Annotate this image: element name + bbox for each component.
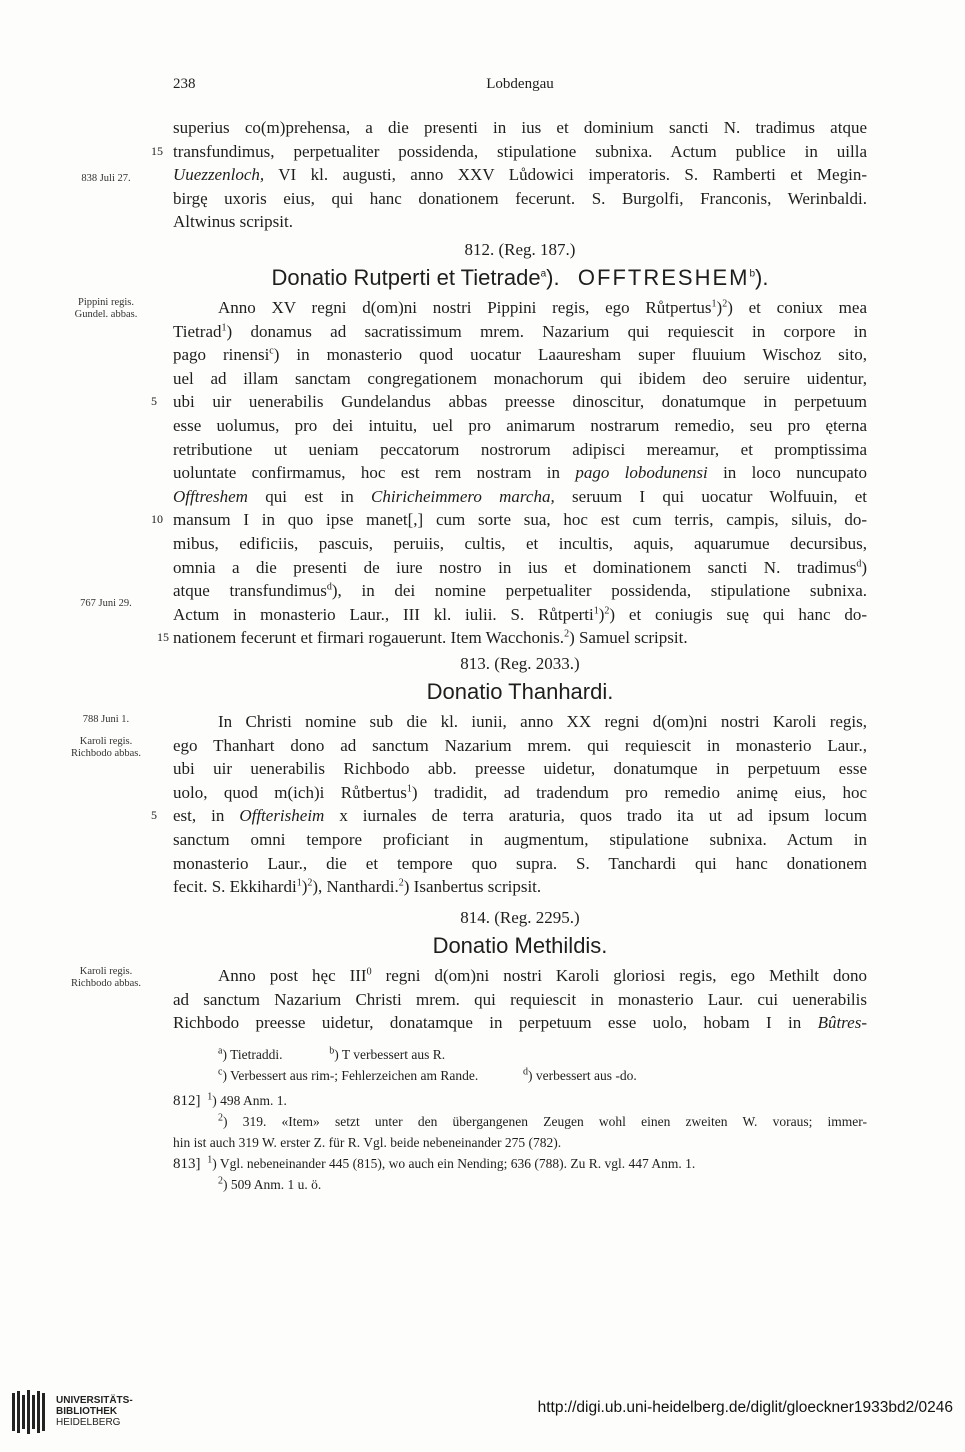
- place-name: Uuezzenloch,: [173, 165, 265, 185]
- text-line: esse uolumus, pro dei intuitu, uel pro animarum nostrarum remedio, seu pro ęterna: [173, 415, 867, 435]
- margin-names-813: Karoli regis. Richbodo abbas.: [71, 736, 141, 759]
- note-row: $^a$) Tietraddi. $^b$) T verbessert aus R.: [218, 1045, 446, 1062]
- footnote-row: 813] $^1$) Vgl. nebeneinander 445 (815), wo auch ein Nending; 636 (788). Zu R. vgl. 447 Anm. 1.: [173, 1154, 696, 1172]
- text-line: ubi uir uenerabilis Richbodo abb. preesse uidetur, donatumque in perpetuum esse: [173, 759, 867, 779]
- note-row: $^c$) Verbessert aus rim-; Fehlerzeichen am Rande. $^d$) verbessert aus -do.: [218, 1066, 637, 1083]
- text-line: monasterio Laur., die et tempore quo supra. S. Tanchardi qui hanc donationem: [173, 853, 867, 873]
- margin-names-814: Karoli regis. Richbodo abbas.: [71, 966, 141, 989]
- text-line: Uuezzenloch, VI kl. augusti, anno XXV Lůdowici imperatoris. S. Ramberti et Megin-: [173, 165, 867, 185]
- text-line: pago rinensi$^c$) in monasterio quod uocatur Laauresham super fluuium Wischoz sito,: [173, 345, 867, 365]
- text-line: ego Thanhart dono ad sanctum Nazarium mrem. qui requiescit in monasterio Laur.,: [173, 735, 867, 755]
- carryover-text: [151, 116, 867, 234]
- margin-date-788: 788 Juni 1.: [82, 714, 130, 725]
- section-title-814: Donatio Methildis.: [432, 933, 608, 958]
- text-line: retributione ut ueniam peccatorum nostrorum adipisci mereamur, et promptissima: [173, 439, 867, 459]
- text-line: 10 mansum I in quo ipse manet[,] cum sorte sua, hoc est cum terris, campis, siluis, do-: [151, 510, 867, 530]
- text-line: birgę uxoris eius, qui hanc donationem fecerunt. S. Burgolfi, Franconis, Werinbaldi.: [173, 188, 867, 208]
- section-title-813: Donatio Thanhardi.: [426, 679, 614, 704]
- place-heading: OFFTRESHEM: [577, 265, 750, 290]
- text-line: Richbodo preesse uidetur, donatamque in perpetuum esse uolo, hobam I in Bûtres-: [173, 1013, 867, 1033]
- footnote-row: hin ist auch 319 W. erster Z. für R. Vgl. beide nebeneinander 275 (782).: [173, 1135, 562, 1150]
- text-line: mibus, edificiis, pascuis, peruiis, cultis, et incultis, aquis, aquarumue decursibus,: [173, 533, 867, 553]
- section-number-813: 813. (Reg. 2033.): [460, 654, 580, 673]
- section-title-812: Donatio Rutperti et Tietrade$^a$). OFFTRESHEM$^b$).: [271, 265, 769, 290]
- section-number-812: 812. (Reg. 187.): [464, 240, 576, 259]
- footnote-row: 812] $^1$) 498 Anm. 1.: [173, 1091, 287, 1109]
- text-line: Offtreshem qui est in Chiricheimmero marcha, seruum I qui uocatur Wolfuuin, et: [173, 486, 868, 506]
- text-line: 15 nationem fecerunt et firmari rogauerunt. Item Wacchonis.$^2$) Samuel scripsit.: [157, 628, 688, 648]
- section-number-814: 814. (Reg. 2295.): [460, 908, 580, 927]
- text-line: Anno post hęc III$^0$ regni d(om)ni nostri Karoli gloriosi regis, ego Methilt dono: [218, 966, 867, 985]
- text-line: Actum in monasterio Laur., III kl. iulii. S. Růtperti$^1$)$^2$) et coniugis suę qui hanc do-: [173, 604, 867, 624]
- text-line: In Christi nomine sub die kl. iunii, anno XX regni d(om)ni nostri Karoli regis,: [218, 712, 867, 731]
- footnote-row: $^2$) 509 Anm. 1 u. ö.: [218, 1175, 322, 1192]
- footnote-row: $^2$) 319. «Item» setzt unter den übergangenen Zeugen wohl einen zweiten W. voraus; immer-: [218, 1112, 867, 1129]
- university-seal-icon: [10, 1389, 48, 1435]
- critical-notes: [173, 1044, 867, 1086]
- text-line: [151, 140, 867, 164]
- margin-date-767: 767 Juni 29.: [80, 598, 132, 609]
- text-line: Anno XV regni d(om)ni nostri Pippini regis, ego Růtpertus$^1$)$^2$) et coniux mea: [218, 298, 867, 317]
- page-header: [173, 76, 867, 100]
- text-line: Tietrad$^1$) donamus ad sacratissimum mrem. Nazarium qui requiescit in corpore in: [173, 321, 867, 341]
- text-line: uolo, quod m(ich)i Růtbertus$^1$) tradidit, ad tradendum pro remedio animę eius, hoc: [173, 782, 867, 802]
- margin-date-838: 838 Juli 27.: [81, 173, 131, 184]
- line-text: transfundimus, perpetualiter possidenda, stipulatione subnixa. Actum publice in uilla: [173, 141, 867, 161]
- text-line: uoluntate confirmamus, hoc est rem nostram in pago lobodunensi in loco nuncupato: [173, 463, 868, 483]
- place-name: Offterisheim: [239, 806, 325, 826]
- section-body-812: [151, 296, 868, 650]
- text-line: 5 ubi uir uenerabilis Gundelandus abbas preesse dinoscitur, donatumque in perpetuum: [151, 392, 867, 412]
- text-line: ad sanctum Nazarium Christi mrem. qui requiescit in monasterio Laur. cui uenerabilis: [173, 989, 867, 1009]
- text-line: sanctum omni tempore proficiant in augmentum, stipulatione subnixa. Actum in: [173, 829, 867, 849]
- place-name: pago lobodunensi: [575, 463, 708, 483]
- page-number: 238: [173, 76, 196, 92]
- line-number: 15: [151, 143, 163, 158]
- text-line: superius co(m)prehensa, a die presenti in ius et dominium sancti N. tradimus atque: [173, 118, 867, 137]
- section-body-814: [173, 964, 867, 1035]
- running-title: Lobdengau: [486, 76, 554, 92]
- library-footer: [0, 1387, 965, 1447]
- text-line: fecit. S. Ekkihardi$^1$)$^2$), Nanthardi.$^2$) Isanbertus scripsit.: [173, 877, 542, 897]
- text-line: 5 est, in Offterisheim x iurnales de terra araturia, quos trado ita ut ad ipsum locum: [151, 806, 868, 826]
- library-name: UNIVERSITÄTS- BIBLIOTHEK HEIDELBERG: [56, 1395, 133, 1428]
- place-name: Bûtres-: [817, 1013, 867, 1033]
- text-line: Altwinus scripsit.: [173, 212, 293, 232]
- commentary-footnotes: [173, 1090, 867, 1195]
- place-name: Offtreshem: [173, 486, 248, 506]
- margin-names-812: Pippini regis. Gundel. abbas.: [74, 297, 138, 320]
- text-line: atque transfundimus$^d$), in dei nomine perpetualiter possidenda, stipulatione subnixa.: [173, 581, 867, 601]
- text-line: uel ad illam sanctam congregationem monachorum qui ibidem deo seruire uidentur,: [173, 368, 867, 388]
- text-line: omnia a die presenti de iure nostro in ius et dominationem sancti N. tradimus$^d$): [173, 557, 867, 577]
- place-name: Chiricheimmero marcha,: [371, 486, 555, 506]
- permalink-url[interactable]: http://digi.ub.uni-heidelberg.de/diglit/gloeckner1933bd2/0246: [537, 1399, 953, 1416]
- section-body-813: [151, 710, 868, 899]
